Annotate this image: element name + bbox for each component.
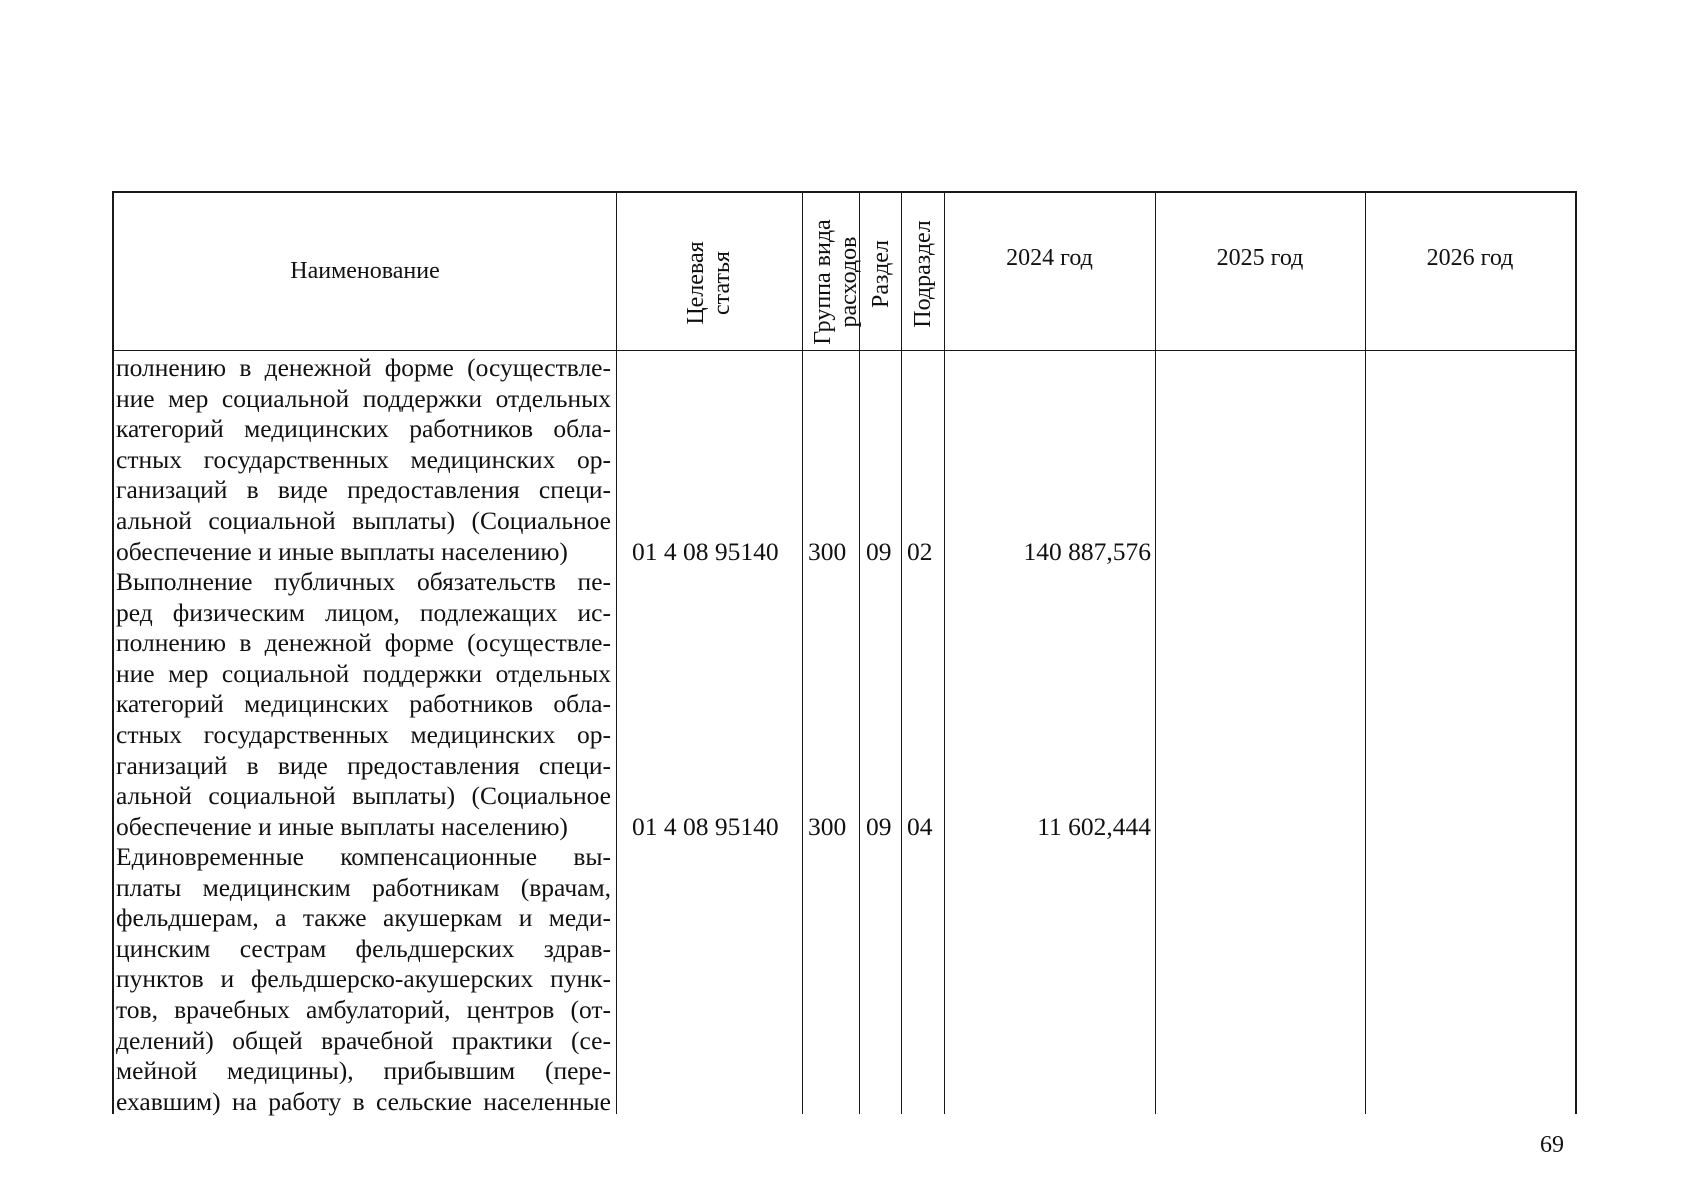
header-expense-group-line2: расходов xyxy=(836,236,862,328)
row-1-line-5: ганизаций в виде предоставления специ- xyxy=(116,475,611,505)
header-expense-group-line1: Группа вида xyxy=(810,219,836,345)
col-divider-target xyxy=(802,193,803,1114)
row-3-line-7: делений) общей врачебной практики (се- xyxy=(116,1025,611,1055)
row-2-line-4: ние мер социальной поддержки отдельных xyxy=(116,658,611,688)
col-divider-subsection xyxy=(944,193,945,1114)
row-1-description xyxy=(116,353,611,567)
row-1-2024: 140 887,576 xyxy=(1023,537,1151,566)
row-1-line-1: полнению в денежной форме (осуществле- xyxy=(116,353,611,382)
row-1-section: 09 xyxy=(866,537,892,566)
row-2-2024: 11 602,444 xyxy=(1037,812,1151,841)
row-2-line-3: полнению в денежной форме (осуществле- xyxy=(116,628,611,658)
row-2-section: 09 xyxy=(866,812,892,841)
row-2-line-1: Выполнение публичных обязательств пе- xyxy=(116,567,611,596)
row-1-subsection: 02 xyxy=(907,537,933,566)
row-2-target-article: 01 4 08 95140 xyxy=(632,812,779,841)
header-2026: 2026 год xyxy=(1426,245,1514,271)
row-3-line-1: Единовременные компенсационные вы- xyxy=(116,842,611,871)
row-1-line-6: альной социальной выплаты) (Социальное xyxy=(116,505,611,535)
page-number: 69 xyxy=(1540,1132,1564,1158)
row-3-description xyxy=(116,842,611,1117)
row-2-subsection: 04 xyxy=(907,812,933,841)
row-1-target-article: 01 4 08 95140 xyxy=(632,537,779,566)
row-3-line-2: платы медицинским работникам (врачам, xyxy=(116,872,611,902)
header-target-article-line1: Целевая xyxy=(683,241,709,325)
header-name: Наименование xyxy=(290,258,440,284)
header-target-article xyxy=(683,223,735,343)
row-2-line-9: обеспечение и иные выплаты населению) xyxy=(116,811,568,841)
row-1-line-2: ние мер социальной поддержки отдельных xyxy=(116,383,611,413)
row-1-line-3: категорий медицинских работников обла- xyxy=(116,414,611,444)
row-2-line-2: ред физическим лицом, подлежащих ис- xyxy=(116,597,611,627)
row-1-expense-group: 300 xyxy=(808,537,847,566)
header-expense-group xyxy=(810,208,862,356)
row-2-line-8: альной социальной выплаты) (Социальное xyxy=(116,781,611,811)
header-section: Раздел xyxy=(868,240,894,308)
row-3-line-6: тов, врачебных амбулаторий, центров (от- xyxy=(116,994,611,1024)
col-divider-2025 xyxy=(1365,193,1366,1114)
row-2-description xyxy=(116,567,611,842)
row-3-line-5: пунктов и фельдшерско-акушерских пунк- xyxy=(116,964,611,994)
budget-table xyxy=(112,191,1577,1114)
col-divider-name xyxy=(616,193,617,1114)
row-2-expense-group: 300 xyxy=(808,812,847,841)
row-2-line-7: ганизаций в виде предоставления специ- xyxy=(116,750,611,780)
col-divider-section xyxy=(901,193,902,1114)
row-3-line-8: мейной медицины), прибывшим (пере- xyxy=(116,1056,611,1086)
header-2025: 2025 год xyxy=(1216,245,1304,271)
row-2-line-6: стных государственных медицинских ор- xyxy=(116,719,611,749)
row-3-line-9: ехавшим) на работу в сельские населенные xyxy=(116,1086,611,1116)
row-3-line-3: фельдшерам, а также акушеркам и меди- xyxy=(116,903,611,933)
row-1-line-4: стных государственных медицинских ор- xyxy=(116,444,611,474)
header-target-article-line2: статья xyxy=(709,251,735,315)
header-subsection: Подраздел xyxy=(910,220,936,328)
row-1-line-7: обеспечение и иные выплаты населению) xyxy=(116,536,568,566)
col-divider-2024 xyxy=(1155,193,1156,1114)
header-2024: 2024 год xyxy=(1006,245,1093,271)
row-3-line-4: цинским сестрам фельдшерских здрав- xyxy=(116,933,611,963)
row-2-line-5: категорий медицинских работников обла- xyxy=(116,689,611,719)
